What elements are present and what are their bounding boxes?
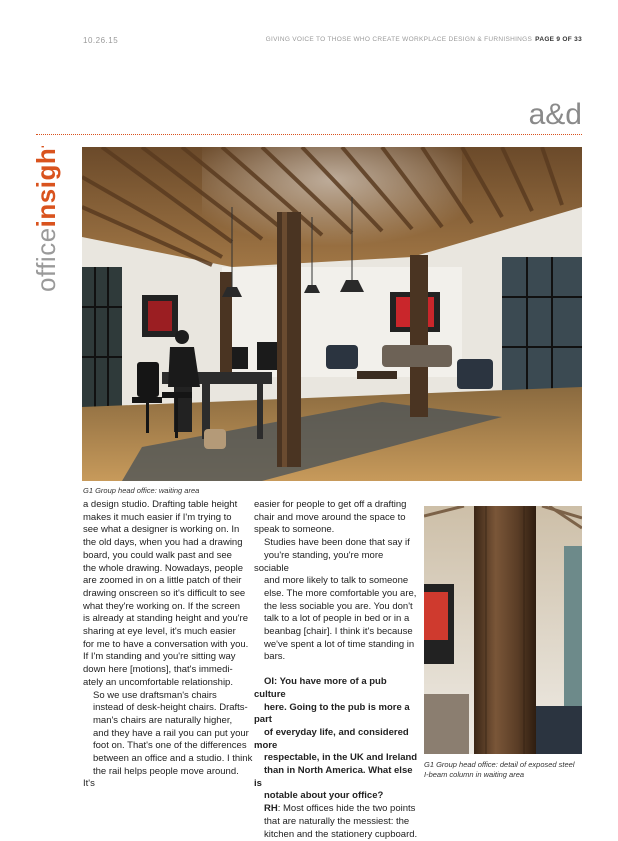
text-line: for me to have a conversation with you. bbox=[83, 638, 249, 650]
tagline-text: GIVING VOICE TO THOSE WHO CREATE WORKPLACE DESIGN & FURNISHINGS bbox=[265, 36, 533, 43]
text-line: down here [motions], that's immedi- bbox=[83, 664, 233, 676]
text-line: foot on. That's one of the differences bbox=[93, 740, 247, 752]
text-line: is already at standing height and you're bbox=[83, 613, 249, 625]
text-line: are zoomed in on a little patch of their bbox=[83, 575, 242, 587]
text-line: If I'm standing and you're sitting way bbox=[83, 651, 236, 663]
text-line: chair and move around the space to bbox=[254, 511, 406, 523]
col2-paragraph-2 bbox=[254, 537, 420, 664]
side-photo bbox=[424, 506, 582, 754]
text-line: drawing onscreen so it's difficult to see bbox=[83, 587, 246, 599]
text-line: board, you could walk past and see bbox=[83, 549, 232, 561]
text-line: here. Going to the pub is more a part bbox=[254, 701, 410, 726]
page-number: PAGE 9 OF 33 bbox=[535, 36, 582, 43]
section-label: a&d bbox=[528, 98, 582, 131]
text-line: : Most offices hide the two points bbox=[277, 803, 416, 815]
main-photo-caption: G1 Group head office: waiting area bbox=[83, 486, 200, 495]
text-line: the less sociable you are. You don't bbox=[264, 600, 413, 612]
col1-paragraph-2 bbox=[83, 690, 253, 792]
dotted-divider bbox=[36, 134, 582, 135]
answer-speaker: RH bbox=[264, 803, 278, 815]
text-line: and more likely to talk to someone bbox=[264, 575, 409, 587]
text-line: the old days, when you had a drawing bbox=[83, 537, 243, 549]
text-line: speak to someone. bbox=[254, 524, 335, 536]
text-line: beanbag [chair]. I think it's because bbox=[264, 626, 413, 638]
text-column-1 bbox=[83, 499, 253, 791]
text-line: the rail helps people move around. It's bbox=[83, 765, 239, 790]
text-line: notable about your office? bbox=[264, 790, 384, 802]
main-photo bbox=[82, 147, 582, 481]
text-line: sharing at eye level, it's much easier bbox=[83, 626, 236, 638]
text-line: ately an uncomfortable relationship. bbox=[83, 676, 233, 688]
text-line: So we use draftsman's chairs bbox=[93, 689, 217, 701]
col2-paragraph-1 bbox=[254, 499, 420, 537]
text-line: you're standing, you're more sociable bbox=[254, 549, 384, 574]
text-line: we've spent a lot of time standing in bbox=[264, 638, 415, 650]
text-line: what they're working on. If the screen bbox=[83, 600, 241, 612]
col1-paragraph-1 bbox=[83, 499, 253, 690]
brand-office: office bbox=[31, 227, 61, 292]
text-line: instead of desk-height chairs. Drafts- bbox=[93, 702, 248, 714]
text-line: makes it much easier if I'm trying to bbox=[83, 511, 232, 523]
text-line: a design studio. Drafting table height bbox=[83, 499, 238, 510]
brand-logo bbox=[24, 146, 64, 296]
svg-text:officeinsight bbox=[31, 146, 61, 292]
text-line: that are naturally the messiest: the bbox=[264, 815, 410, 827]
brand-insight: insight bbox=[31, 146, 61, 228]
side-photo-caption bbox=[424, 760, 575, 780]
text-line: of everyday life, and considered more bbox=[254, 726, 409, 751]
text-line: else. The more comfortable you are, bbox=[264, 587, 417, 599]
question-speaker: OI: bbox=[264, 676, 278, 688]
text-line: easier for people to get off a drafting bbox=[254, 499, 407, 510]
text-line: the whole drawing. Nowadays, people bbox=[83, 562, 244, 574]
text-line: kitchen and the stationery cupboard. bbox=[264, 828, 418, 840]
text-line: You have more of a pub culture bbox=[254, 676, 387, 700]
header-tagline bbox=[266, 36, 582, 43]
side-caption-line-2: I-beam column in waiting area bbox=[424, 770, 525, 779]
text-line: than in North America. What else is bbox=[254, 765, 413, 789]
text-line: talk to a lot of people in bed or in a bbox=[264, 613, 410, 625]
text-line: between an office and a studio. I think bbox=[93, 753, 253, 765]
text-column-2 bbox=[254, 499, 420, 841]
interview-answer bbox=[254, 803, 420, 841]
text-line: bars. bbox=[264, 651, 286, 663]
text-line: respectable, in the UK and Ireland bbox=[264, 752, 418, 764]
text-line: see what a designer is working on. In bbox=[83, 524, 240, 536]
text-line: Studies have been done that say if bbox=[264, 537, 410, 549]
text-line: man's chairs are naturally higher, bbox=[93, 714, 233, 726]
side-caption-line-1: G1 Group head office: detail of exposed steel bbox=[424, 760, 575, 769]
text-line: and they have a rail you can put your bbox=[93, 727, 249, 739]
interview-question bbox=[254, 676, 420, 803]
issue-date: 10.26.15 bbox=[83, 36, 119, 45]
